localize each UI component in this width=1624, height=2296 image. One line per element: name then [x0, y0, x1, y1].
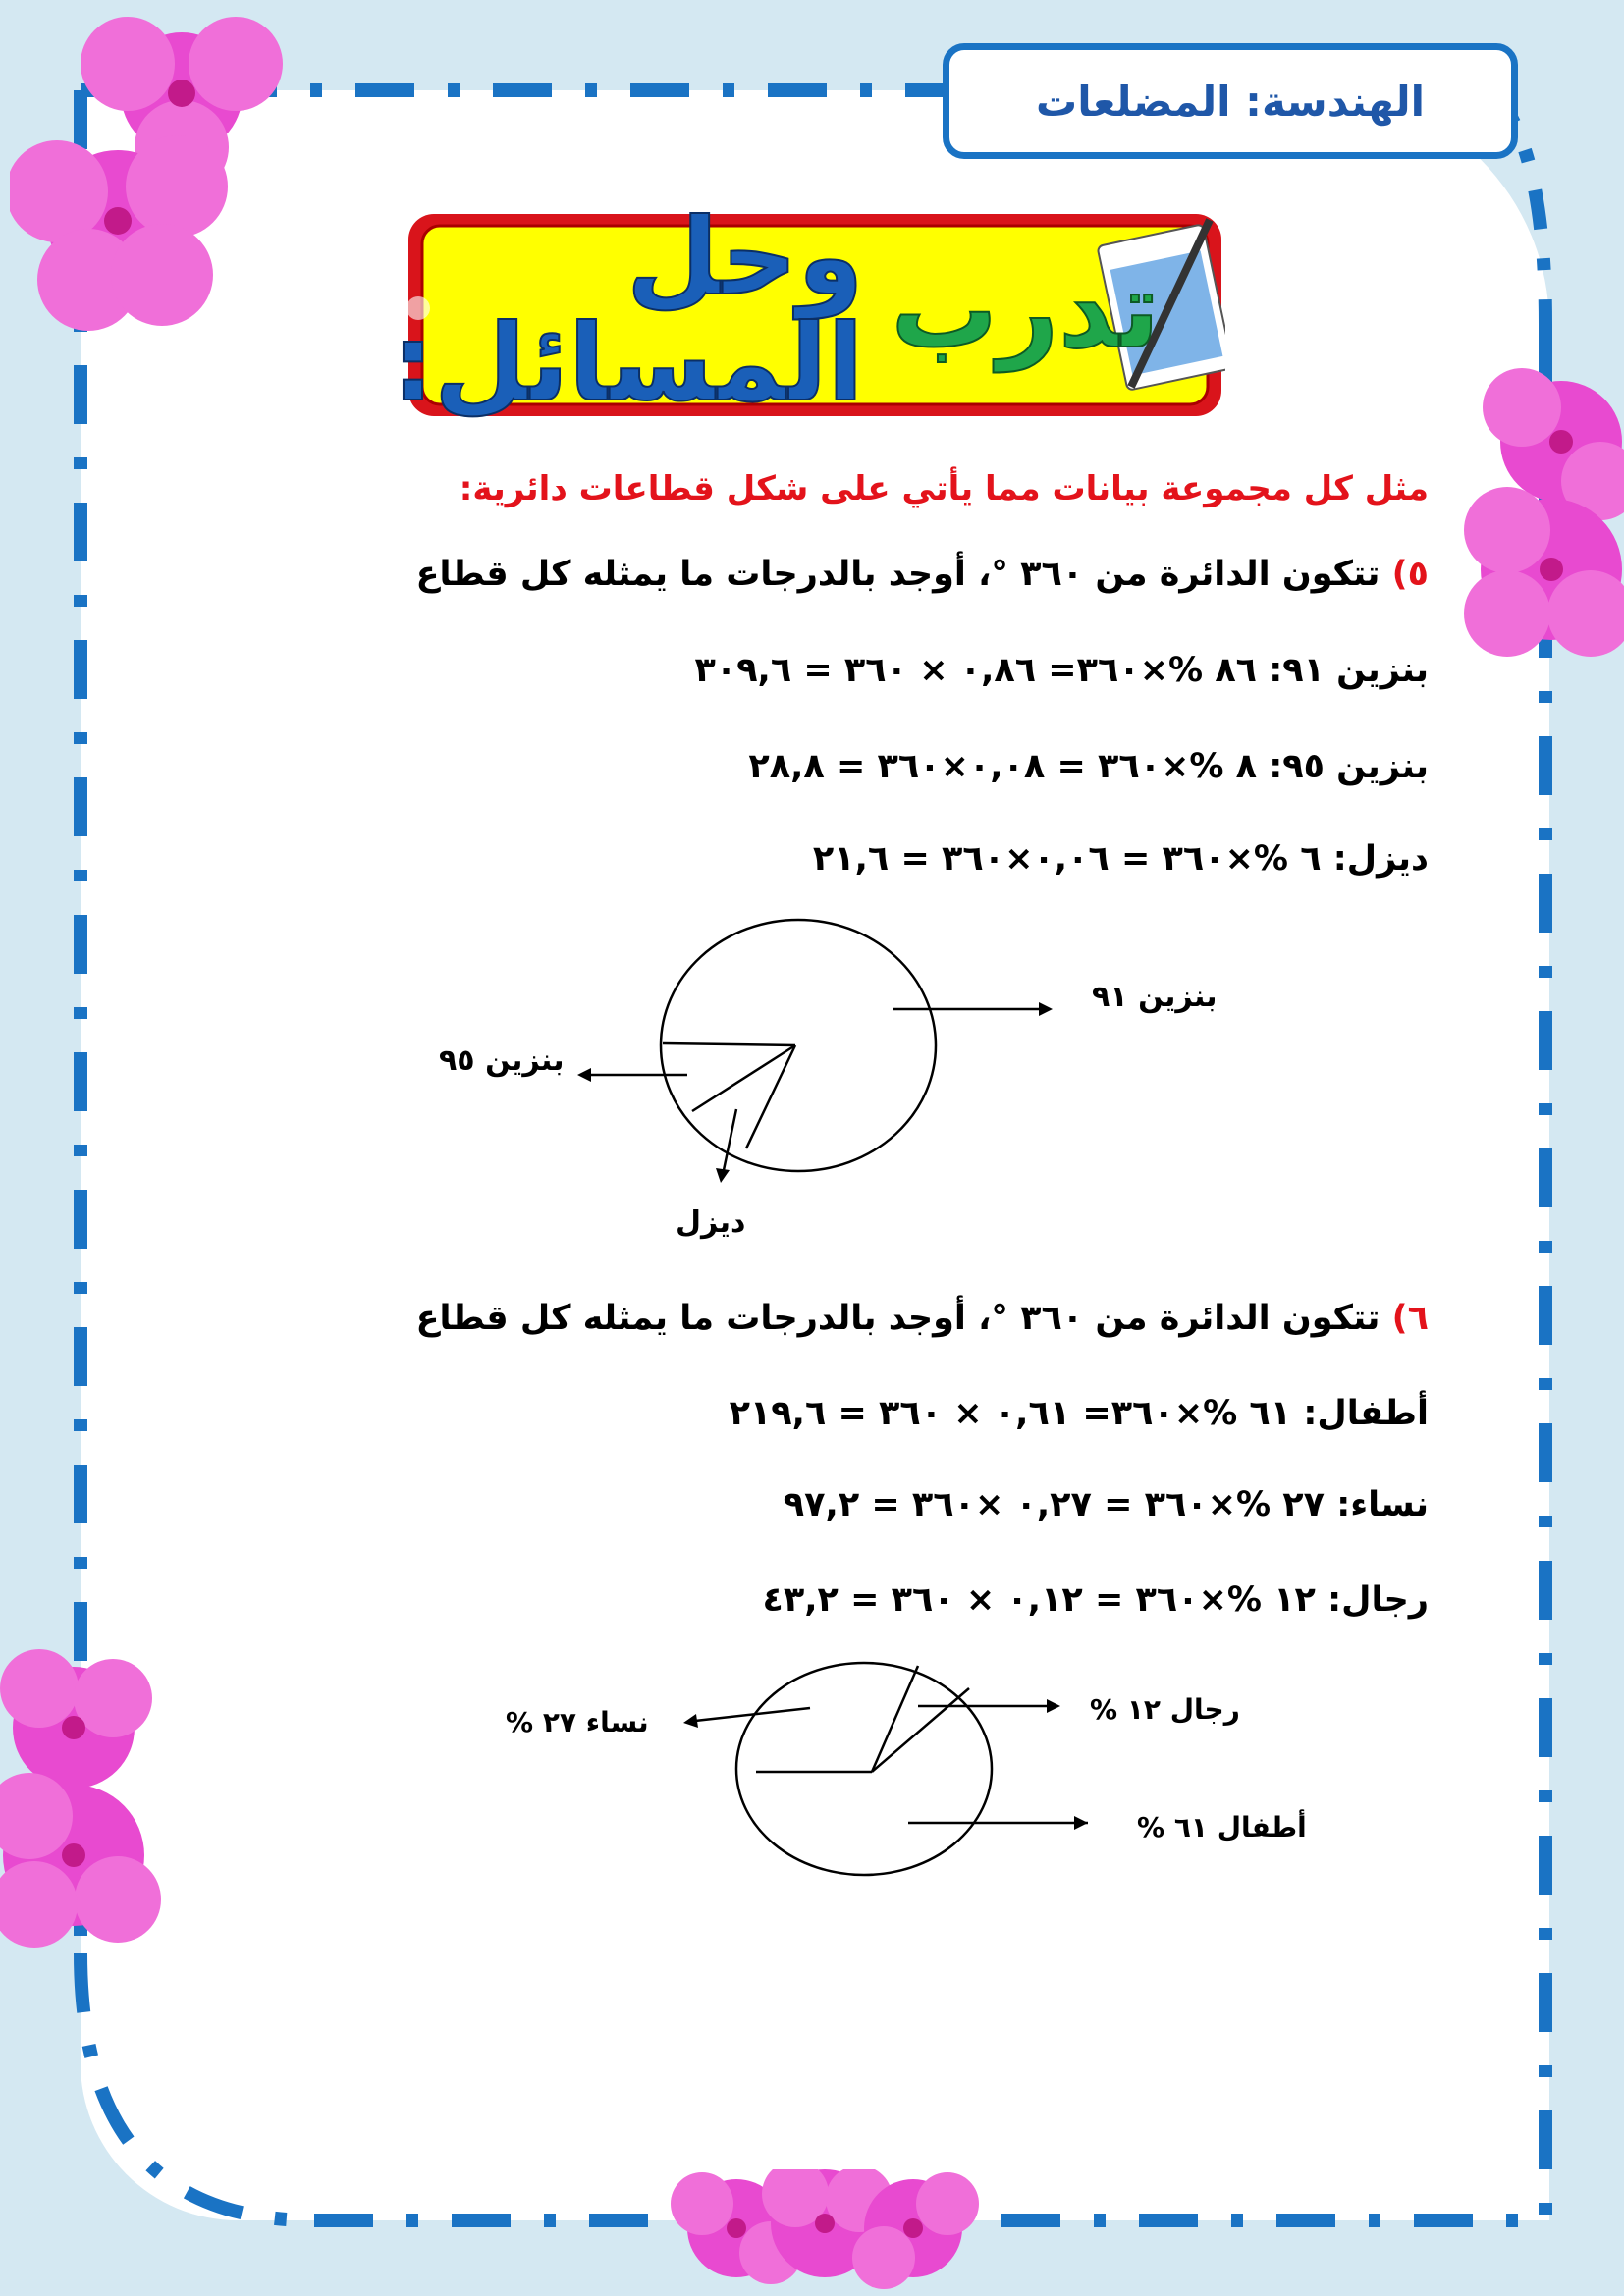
problem-5-line-1: بنزين ٩١: ٨٦ %×٣٦٠= ٠,٨٦ × ٣٦٠ = ٣٠٩,٦ — [694, 651, 1429, 690]
pie1-label-b: بنزين ٩٥ — [439, 1043, 565, 1078]
arrow-head — [1039, 1002, 1053, 1016]
arrow-head — [683, 1714, 698, 1728]
pie-divider — [872, 1666, 918, 1772]
problem-5 — [415, 555, 1429, 893]
problem-5-number: ٥) — [1391, 555, 1429, 594]
problem-5-line-2: بنزين ٩٥: ٨ %×٣٦٠ = ٠,٠٨×٣٦٠ = ٢٨,٨ — [748, 747, 1429, 786]
pie1-label-c: ديزل — [676, 1205, 746, 1240]
header-title-box — [943, 43, 1518, 159]
banner-title — [391, 196, 1161, 425]
problem-6 — [415, 1299, 1429, 1637]
problem-6-statement-line — [416, 1299, 1429, 1338]
banner-title-part2: وحل المسائل: — [391, 196, 864, 425]
pie2-label-c: أطفال ٦١ % — [1137, 1811, 1307, 1843]
arrow-head — [1074, 1816, 1088, 1830]
intro-text: مثل كل مجموعة بيانات مما يأتي على شكل قطاعات دائرية: — [459, 469, 1429, 508]
pie-circle — [661, 920, 936, 1171]
flower-decoration-left — [0, 1649, 167, 1963]
pie2-label-b: نساء ٢٧ % — [506, 1706, 649, 1738]
banner-title-part1: تدرب — [891, 249, 1161, 372]
header-title: الهندسة: المضلعات — [1035, 77, 1426, 126]
problem-5-statement-line — [416, 555, 1429, 594]
intro-block — [432, 469, 1429, 528]
problem-5-statement: تتكون الدائرة من ٣٦٠ °، أوجد بالدرجات ما يمثله كل قطاع — [415, 555, 1380, 594]
pie1-label-a: بنزين ٩١ — [1092, 980, 1218, 1014]
pie-divider — [663, 1043, 795, 1045]
arrow-head — [577, 1068, 591, 1082]
problem-6-statement: تتكون الدائرة من ٣٦٠ °، أوجد بالدرجات ما يمثله كل قطاع — [415, 1299, 1380, 1338]
problem-5-line-3: ديزل: ٦ %×٣٦٠ = ٠,٠٦×٣٦٠ = ٢١,٦ — [812, 839, 1429, 879]
pie-circle — [736, 1663, 992, 1875]
problem-6-number: ٦) — [1391, 1299, 1429, 1338]
arrow-head — [716, 1168, 730, 1183]
flower-decoration-bottom — [668, 2169, 982, 2296]
pie2-label-a: رجال ١٢ % — [1090, 1693, 1240, 1726]
flower-decoration-top-left — [10, 10, 304, 334]
arrow-head — [1047, 1699, 1060, 1713]
problem-6-line-1: أطفال: ٦١ %×٣٦٠= ٠,٦١ × ٣٦٠ = ٢١٩,٦ — [729, 1394, 1429, 1433]
problem-6-line-3: رجال: ١٢ %×٣٦٠ = ٠,١٢ × ٣٦٠ = ٤٣,٢ — [762, 1580, 1429, 1620]
pie-chart-population — [677, 1649, 1090, 1885]
pie-chart-fuel — [569, 913, 1080, 1207]
flower-decoration-right — [1463, 363, 1624, 677]
arrow-line — [724, 1109, 736, 1170]
pie-divider — [872, 1688, 969, 1772]
problem-6-line-2: نساء: ٢٧ %×٣٦٠ = ٠,٢٧ ×٣٦٠ = ٩٧,٢ — [783, 1485, 1429, 1524]
